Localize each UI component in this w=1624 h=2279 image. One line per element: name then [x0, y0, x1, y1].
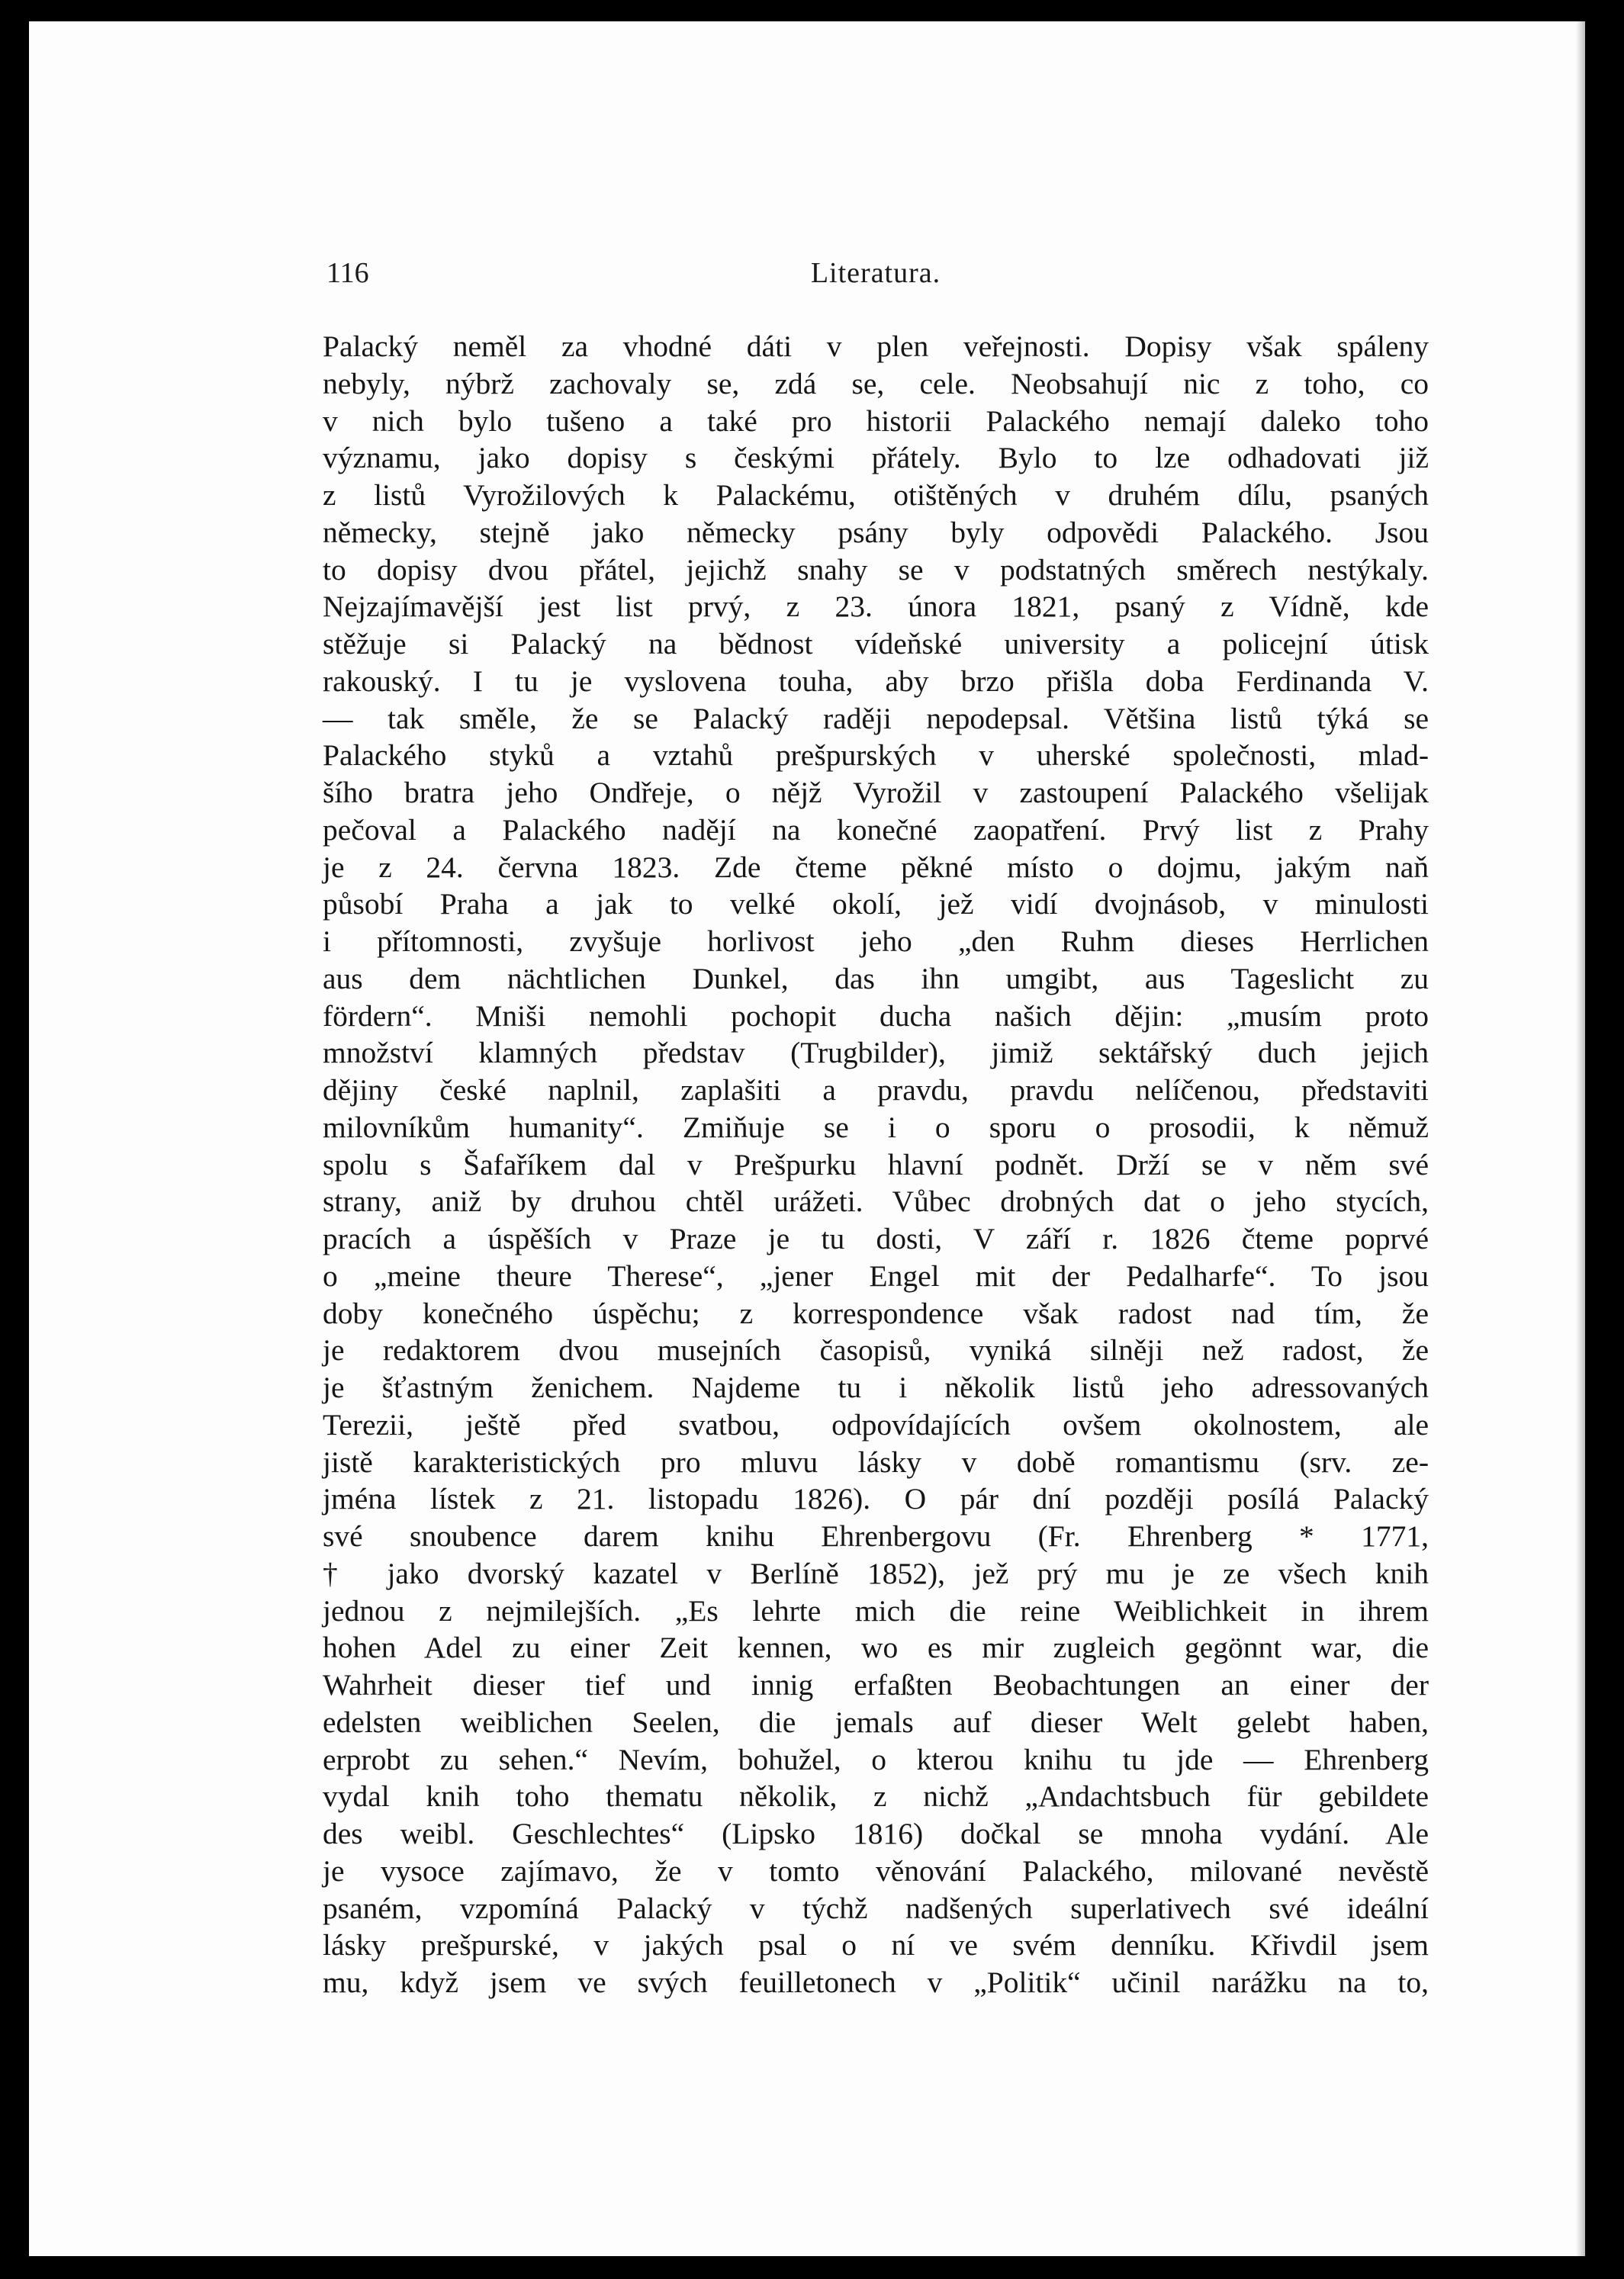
text-line: doby konečného úspěchu; z korrespondence však radost nad tím, že: [323, 1296, 1429, 1330]
text-line: nebyly, nýbrž zachovaly se, zdá se, cele. Neobsahují nic z toho, co: [323, 366, 1429, 400]
text-line: své snoubence darem knihu Ehrenbergovu (Fr. Ehrenberg * 1771,: [323, 1519, 1429, 1553]
text-line: Nejzajímavější jest list prvý, z 23. února 1821, psaný z Vídně, kde: [323, 590, 1429, 624]
text-line: Terezii, ještě před svatbou, odpovídajících ovšem okolnostem, ale: [323, 1407, 1429, 1442]
text-line: množství klamných představ (Trugbilder), jimiž sektářský duch jejich: [323, 1036, 1429, 1070]
text-line: stěžuje si Palacký na bědnost vídeňské university a policejní útisk: [323, 627, 1429, 661]
page-number: 116: [326, 257, 369, 289]
text-line: je šťastným ženichem. Najdeme tu i několik listů jeho adressovaných: [323, 1371, 1429, 1404]
book-page: [29, 21, 1585, 2256]
text-line: působí Praha a jak to velké okolí, jež vidí dvojnásob, v minulosti: [323, 887, 1429, 921]
text-line: hohen Adel zu einer Zeit kennen, wo es mir zugleich gegönnt war, die: [323, 1631, 1429, 1665]
text-line: je z 24. června 1823. Zde čteme pěkné místo o dojmu, jakým naň: [323, 850, 1429, 884]
text-line: je redaktorem dvou musejních časopisů, vyniká silněji než radost, že: [323, 1333, 1429, 1368]
text-line: aus dem nächtlichen Dunkel, das ihn umgibt, aus Tageslicht zu: [323, 961, 1429, 995]
text-line: v nich bylo tušeno a také pro historii Palackého nemají daleko toho: [323, 403, 1429, 438]
text-line: Wahrheit dieser tief und innig erfaßten Beobachtungen an einer der: [323, 1668, 1429, 1702]
text-line: jistě karakteristických pro mluvu lásky v době romantismu (srv. ze-: [323, 1445, 1429, 1479]
text-line: pracích a úspěších v Praze je tu dosti, V září r. 1826 čteme poprvé: [323, 1222, 1429, 1255]
body-text: [323, 328, 1429, 2001]
text-line: i přítomnosti, zvyšuje horlivost jeho „den Ruhm dieses Herrlichen: [323, 924, 1429, 958]
text-line: o „meine theure Therese“, „jener Engel mit der Pedalharfe“. To jsou: [323, 1258, 1429, 1293]
text-line: strany, aniž by druhou chtěl urážeti. Vůbec drobných dat o jeho stycích,: [323, 1185, 1429, 1219]
text-line: Palackého styků a vztahů prešpurských v uherské společnosti, mlad-: [323, 738, 1429, 773]
page-title: Literatura.: [810, 257, 941, 289]
text-line: vydal knih toho thematu několik, z nichž „Andachtsbuch für gebildete: [323, 1779, 1429, 1814]
text-line: des weibl. Geschlechtes“ (Lipsko 1816) dočkal se mnoha vydání. Ale: [323, 1817, 1429, 1850]
text-line: erprobt zu sehen.“ Nevím, bohužel, o kterou knihu tu jde — Ehrenberg: [323, 1742, 1429, 1776]
page-spine-shadow: [1576, 21, 1585, 2256]
text-line: z listů Vyrožilových k Palackému, otištěných v druhém dílu, psaných: [323, 478, 1429, 512]
text-line: † jako dvorský kazatel v Berlíně 1852), jež prý mu je ze všech knih: [323, 1556, 1429, 1590]
text-line: spolu s Šafaříkem dal v Prešpurku hlavní podnět. Drží se v něm své: [323, 1147, 1429, 1181]
text-line: je vysoce zajímavo, že v tomto věnování Palackého, milované nevěstě: [323, 1853, 1429, 1888]
running-head: [326, 256, 1425, 299]
text-line: jména lístek z 21. listopadu 1826). O pár dní později posílá Palacký: [323, 1482, 1429, 1516]
text-line: šího bratra jeho Ondřeje, o nějž Vyrožil v zastoupení Palackého všelijak: [323, 776, 1429, 809]
text-line: pečoval a Palackého nadějí na konečné zaopatření. Prvý list z Prahy: [323, 812, 1429, 847]
text-line: milovníkům humanity“. Zmiňuje se i o sporu o prosodii, k němuž: [323, 1110, 1429, 1144]
text-line: německy, stejně jako německy psány byly odpovědi Palackého. Jsou: [323, 515, 1429, 549]
text-line: — tak směle, že se Palacký raději nepodepsal. Většina listů týká se: [323, 701, 1429, 735]
text-line: významu, jako dopisy s českými přátely. Bylo to lze odhadovati již: [323, 441, 1429, 475]
text-line: lásky prešpurské, v jakých psal o ní ve svém denníku. Křivdil jsem: [323, 1928, 1429, 1962]
text-line: dějiny české naplnil, zaplašiti a pravdu, pravdu nelíčenou, představiti: [323, 1073, 1429, 1107]
text-line: rakouský. I tu je vyslovena touha, aby brzo přišla doba Ferdinanda V.: [323, 664, 1429, 698]
text-line: edelsten weiblichen Seelen, die jemals auf dieser Welt gelebt haben,: [323, 1705, 1429, 1739]
text-line: Palacký neměl za vhodné dáti v plen veřejnosti. Dopisy však spáleny: [323, 329, 1429, 363]
text-line: jednou z nejmilejších. „Es lehrte mich die reine Weiblichkeit in ihrem: [323, 1593, 1429, 1628]
text-line: to dopisy dvou přátel, jejichž snahy se v podstatných směrech nestýkaly.: [323, 552, 1429, 587]
text-line: mu, když jsem ve svých feuilletonech v „Politik“ učinil narážku na to,: [323, 1966, 1429, 1999]
text-line: psaném, vzpomíná Palacký v týchž nadšených superlativech své ideální: [323, 1891, 1429, 1925]
text-line: fördern“. Mniši nemohli pochopit ducha našich dějin: „musím proto: [323, 998, 1429, 1033]
